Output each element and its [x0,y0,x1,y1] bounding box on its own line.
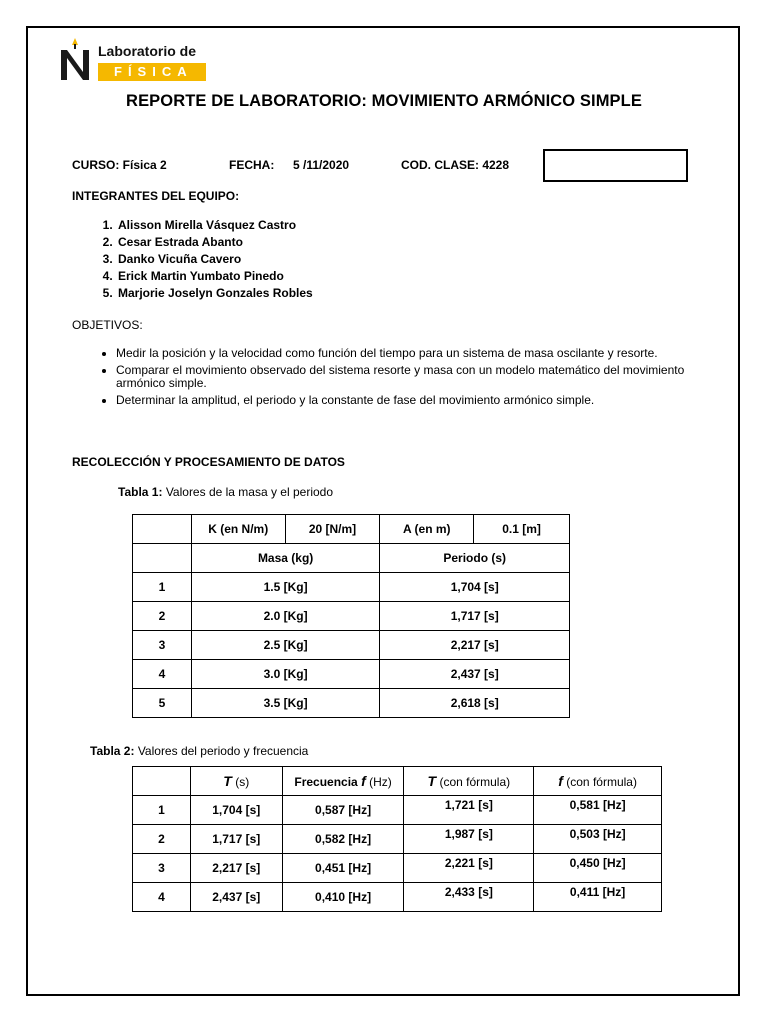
t-cell: 2,217 [s] [190,854,282,883]
f-formula-value: 0,503 [Hz] [569,827,626,841]
period-header: Periodo (s) [380,544,570,573]
table2 [132,766,662,912]
t-formula-cell [404,796,534,825]
row-number: 4 [133,883,191,912]
freq-cell: 0,587 [Hz] [282,796,404,825]
table2-header-row [133,767,662,796]
date-label: FECHA: [229,158,275,172]
k-label: K (en N/m) [191,515,285,544]
mass-cell: 3.5 [Kg] [191,689,380,718]
mass-cell: 1.5 [Kg] [191,573,380,602]
period-cell: 2,217 [s] [380,631,570,660]
f-formula-cell [534,854,662,883]
mass-cell: 2.5 [Kg] [191,631,380,660]
table1-caption-label: Tabla 1: [118,485,163,499]
table-row [133,689,570,718]
mass-cell: 3.0 [Kg] [191,660,380,689]
t-formula-value: 2,221 [s] [444,856,493,870]
table1-params-row [133,515,570,544]
table1-caption [118,485,333,499]
class-code: COD. CLASE: 4228 [401,158,510,172]
members-list [72,217,313,302]
t-formula-label: (con fórmula) [439,775,511,789]
objective-item: • Medir la posición y la velocidad como función del tiempo para un sistema de masa oscilante y resorte. [116,347,716,360]
date-value: 5 /11/2020 [293,158,350,172]
table-row [133,883,662,912]
f-symbol: f [361,773,366,789]
t-cell: 1,717 [s] [190,825,282,854]
table2-caption-label: Tabla 2: [90,744,135,758]
row-number: 4 [133,660,192,689]
table2-caption [90,744,308,758]
period-cell: 1,717 [s] [380,602,570,631]
f-formula-label: (con fórmula) [566,775,637,789]
objectives-heading: OBJETIVOS: [72,318,143,332]
period-cell: 2,437 [s] [380,660,570,689]
table-cell [133,515,192,544]
row-number: 3 [133,854,191,883]
row-number: 2 [133,602,192,631]
t-formula-value: 2,433 [s] [444,885,493,899]
freq-cell: 0,582 [Hz] [282,825,404,854]
t-formula-value: 1,721 [s] [444,798,493,812]
f-formula-value: 0,411 [Hz] [569,885,626,899]
table-cell [133,767,191,796]
blank-box [543,149,688,182]
table-row [133,631,570,660]
data-section-heading: RECOLECCIÓN Y PROCESAMIENTO DE DATOS [72,455,345,469]
table2-caption-text: Valores del periodo y frecuencia [137,744,309,758]
t-formula-header [404,767,534,796]
freq-cell: 0,410 [Hz] [282,883,404,912]
t-symbol: T [223,773,232,789]
logo-n-icon [58,36,92,82]
f-formula-cell [534,883,662,912]
f-formula-value: 0,450 [Hz] [569,856,626,870]
f-symbol: f [558,773,563,789]
t-cell: 1,704 [s] [190,796,282,825]
logo-name-band: FÍSICA [98,63,206,81]
table-row [133,796,662,825]
f-formula-value: 0,581 [Hz] [569,798,626,812]
t-formula-cell [404,854,534,883]
f-formula-cell [534,796,662,825]
member-item: 2. Cesar Estrada Abanto [116,234,313,251]
freq-cell: 0,451 [Hz] [282,854,404,883]
k-value: 20 [N/m] [285,515,380,544]
table1 [132,514,570,718]
table-row [133,825,662,854]
member-item: 3. Danko Vicuña Cavero [116,251,313,268]
freq-header [282,767,404,796]
a-label: A (en m) [380,515,474,544]
course-name: CURSO: Física 2 [72,158,167,172]
members-heading: INTEGRANTES DEL EQUIPO: [72,189,240,203]
freq-unit: (Hz) [369,775,392,789]
t-formula-cell [404,883,534,912]
table-cell [133,544,192,573]
table-row [133,602,570,631]
t-unit: (s) [235,775,250,789]
objective-item: • Comparar el movimiento observado del sistema resorte y masa con un modelo matemático del movimiento armónico simple. [116,364,716,390]
page-title: REPORTE DE LABORATORIO: MOVIMIENTO ARMÓNICO SIMPLE [126,92,642,110]
a-value: 0.1 [m] [474,515,570,544]
mass-header: Masa (kg) [191,544,380,573]
objective-item: • Determinar la amplitud, el periodo y la constante de fase del movimiento armónico simple. [116,394,716,407]
t-header [190,767,282,796]
member-item: 4. Erick Martin Yumbato Pinedo [116,268,313,285]
table1-header-row [133,544,570,573]
logo-name-top: Laboratorio de [98,43,197,59]
row-number: 5 [133,689,192,718]
row-number: 2 [133,825,191,854]
f-formula-header [534,767,662,796]
t-symbol: T [427,773,437,789]
row-number: 3 [133,631,192,660]
objectives-list [72,347,716,411]
row-number: 1 [133,573,192,602]
t-formula-value: 1,987 [s] [444,827,493,841]
member-item: 1. Alisson Mirella Vásquez Castro [116,217,313,234]
f-formula-cell [534,825,662,854]
t-cell: 2,437 [s] [190,883,282,912]
period-cell: 1,704 [s] [380,573,570,602]
freq-label: Frecuencia [294,775,358,789]
row-number: 1 [133,796,191,825]
t-formula-cell [404,825,534,854]
mass-cell: 2.0 [Kg] [191,602,380,631]
table-row [133,854,662,883]
table1-caption-text: Valores de la masa y el periodo [165,485,334,499]
table-row [133,573,570,602]
table-row [133,660,570,689]
period-cell: 2,618 [s] [380,689,570,718]
member-item: 5. Marjorie Joselyn Gonzales Robles [116,285,313,302]
